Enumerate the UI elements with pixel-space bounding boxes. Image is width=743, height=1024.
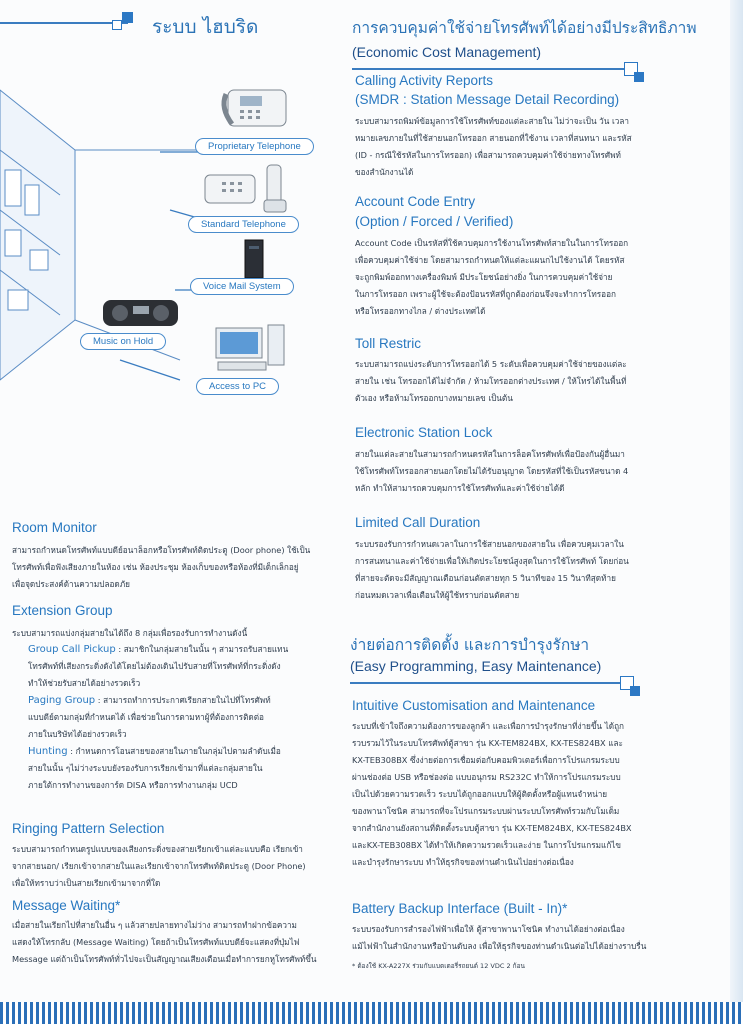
pc-icon: [216, 325, 284, 370]
label-standard-telephone: Standard Telephone: [188, 216, 299, 233]
easy-title-th: ง่ายต่อการติดตั้ง และการบำรุงรักษา: [350, 636, 590, 654]
right-edge-band: [730, 0, 743, 1002]
smdr-title: (SMDR : Station Message Detail Recording): [355, 92, 620, 107]
voice-mail-unit-icon: [245, 240, 263, 278]
cost-square-accent: [634, 72, 644, 82]
hunting-item: Hunting : กำหนดการโอนสายของสายในภายในกลุ่มไปตามลำดับเมื่อ: [28, 746, 281, 757]
title-square-accent: [122, 12, 133, 23]
room-monitor-title: Room Monitor: [12, 520, 97, 535]
standard-telephone-icon: [205, 165, 286, 212]
customisation-title: Intuitive Customisation and Maintenance: [352, 698, 596, 713]
left-title-rule: [0, 22, 128, 24]
easy-title-rule: [350, 682, 630, 684]
easy-title-en: (Easy Programming, Easy Maintenance): [350, 658, 602, 674]
message-waiting-text: เมื่อสายในเรียกไปที่สายในอื่น ๆ แล้วสายปลายทางไม่ว่าง สามารถทำฝากข้อความ แสดงให้โทรกลับ (Message Waiting) โดยถ้าเป็นโทรศัพท์แบบดีย์จะแสดงที่ปุ่มไฟ Message แต่ถ้าเป็นโทรศัพท์ทั่วไปจะเป็นสัญญาณเสียงเตือนเมื่อทำการยกหูโทรศัพท์ขึ้น: [12, 920, 317, 964]
limited-call-title: Limited Call Duration: [355, 515, 481, 530]
cost-title-rule: [352, 68, 636, 70]
label-access-to-pc: Access to PC: [196, 378, 279, 395]
battery-backup-title: Battery Backup Interface (Built - In)*: [352, 901, 568, 916]
customisation-text: ระบบที่เข้าใจถึงความต้องการของลูกค้า และเพื่อการบำรุงรักษาที่ง่ายขึ้น ได้ถูก รวบรวมไว้ในระบบโทรศัพท์ตู้สาขา รุ่น KX-TEM824BX, KX-TES824BX และ KX-TEB308BX ซึ่งง่ายต่อการเชื่อมต่อกับคอมพิวเตอร์เพื่อการโปรแกรมระบบ ผ่านช่องต่อ USB หรือช่องต่อ แบบอนุกรม RS232C ทำให้การโปรแกรมระบบ เป็นไปด้วยความรวดเร็ว ระบบได้ถูกออกแบบให้ผู้ติดตั้งหรือผู้แทนจำหน่าย ของพานาโซนิค สามารถที่จะโปรแกรมระบบผ่านระบบโทรศัพท์รวมกับโมเด็ม จากสำนักงานยังสถานที่ติดตั้งระบบตู้สาขา รุ่น KX-TEM824BX, KX-TES824BX และKX-TEB308BX ได้ทำให้เกิดความรวดเร็วและง่าย ในการโปรแกรมแก้ไข และบำรุงรักษาระบบ ทำให้ธุรกิจของท่านดำเนินไปอย่างต่อเนื่อง: [352, 721, 632, 867]
battery-backup-text: ระบบรองรับการสำรองไฟฟ้าเพื่อให้ ตู้สาขาพานาโซนิค ทำงานได้อย่างต่อเนื่อง แม้ไฟฟ้าในสำนักงานหรือบ้านดับลง เพื่อให้ธุรกิจของท่านดำเนินต่อไปได้อย่างราบรื่น: [352, 924, 647, 951]
label-proprietary-telephone: Proprietary Telephone: [195, 138, 314, 155]
message-waiting-title: Message Waiting*: [12, 898, 121, 913]
extension-group-title: Extension Group: [12, 603, 113, 618]
calling-reports-title: Calling Activity Reports: [355, 73, 494, 88]
system-diagram: [0, 60, 330, 480]
label-music-on-hold: Music on Hold: [80, 333, 166, 350]
station-lock-title: Electronic Station Lock: [355, 425, 493, 440]
room-monitor-text: สามารถกำหนดโทรศัพท์แบบดีย์อนาล็อกหรือโทรศัพท์ติดประตู (Door phone) ใช้เป็น โทรศัพท์เพื่อฟังเสียงภายในห้อง เช่น ห้องประชุม ห้องเก็บของหรือห้องที่มีเด็กเล็กอยู่ เพื่อจุดประสงค์ด้านความปลอดภัย: [12, 545, 311, 589]
easy-square-accent: [630, 686, 640, 696]
boombox-icon: [103, 300, 178, 326]
ringing-pattern-title: Ringing Pattern Selection: [12, 821, 165, 836]
extension-group-list: Group Call Pickup : สมาชิกในกลุ่มสายในนั้น ๆ สามารถรับสายแทน โทรศัพท์ที่เสียงกระดิ่งดังได้โดยไม่ต้องเดินไปรับสายที่โทรศัพท์ที่กระดิ่งดัง ทำให้ช่วยรับสายได้อย่างรวดเร็ว Paging Group : สามารถทำการประกาศเรียกสายในไปที่โทรศัพท์ แบบดีย์ตามกลุ่มที่กำหนดได้ เพื่อช่วยในการตามหาผู้ที่ต้องการติดต่อ ภายในบริษัทได้อย่างรวดเร็ว Hunting : กำหนดการโอนสายของสายในภายในกลุ่มไปตามลำดับเมื่อ สายในนั้น ๆไม่ว่างระบบยังรองรับการเรียกเข้ามาที่แต่ละกลุ่มสายใน ภายใต้การทำงานของการ์ด DISA หรือการทำงานกลุ่ม UCD: [28, 641, 336, 794]
account-code-text: Account Code เป็นรหัสที่ใช้ควบคุมการใช้งานโทรศัพท์สายในในการโทรออก เพื่อควบคุมค่าใช้จ่าย โดยสามารถกำหนดให้แต่ละแผนกไปใช้งานได้ โดยรหัส จะถูกพิมพ์ออกทางเครื่องพิมพ์ มีประโยชน์อย่างยิ่ง ในการควบคุมค่าใช้จ่าย ในการโทรออก เพราะผู้ใช้จะต้องป้อนรหัสที่ถูกต้องก่อนจึงจะทำการโทรออก หรือโทรออกทางไกล / ต่างประเทศได้: [355, 238, 629, 316]
toll-restric-text: ระบบสามารถแบ่งระดับการโทรออกได้ 5 ระดับเพื่อควบคุมค่าใช้จ่ายของแต่ละ สายใน เช่น โทรออกได้ไม่จำกัด / ห้ามโทรออกต่างประเทศ / ให้โทรได้ในพื้นที่ ตัวเอง หรือห้ามโทรออกบางหมายเลข เป็นต้น: [355, 359, 627, 403]
proprietary-telephone-icon: [224, 90, 286, 126]
label-voice-mail-system: Voice Mail System: [190, 278, 294, 295]
extension-group-intro: ระบบสามารถแบ่งกลุ่มสายในได้ถึง 8 กลุ่มเพื่อรองรับการทำงานดังนี้: [12, 628, 248, 638]
title-square: [112, 20, 122, 30]
toll-restric-title: Toll Restric: [355, 336, 422, 351]
calling-reports-text: ระบบสามารถพิมพ์ข้อมูลการใช้โทรศัพท์ของแต่ละสายใน ไม่ว่าจะเป็น วัน เวลา หมายเลขภายในที่ใช้สายนอกโทรออก สายนอกที่ใช้งาน เวลาที่สนทนา และรหัส (ID - กรณีใช้รหัสในการโทรออก) เพื่อสามารถควบคุมค่าใช้จ่ายทางโทรศัพท์ ของสำนักงานได้: [355, 116, 632, 177]
account-code-subtitle: (Option / Forced / Verified): [355, 214, 514, 229]
bottom-stripe: [0, 1002, 743, 1024]
cost-title-th: การควบคุมค่าใช้จ่ายโทรศัพท์ได้อย่างมีประสิทธิภาพ: [352, 19, 697, 37]
paging-group-item: Paging Group : สามารถทำการประกาศเรียกสายในไปที่โทรศัพท์: [28, 695, 271, 706]
station-lock-text: สายในแต่ละสายในสามารถกำหนดรหัสในการล็อคโทรศัพท์เพื่อป้องกันผู้อื่นมา ใช้โทรศัพท์โทรออกสายนอกโดยไม่ได้รับอนุญาต โดยรหัสที่ใช้เป็นรหัสขนาด 4 หลัก ทำให้สามารถควบคุมการใช้โทรศัพท์และค่าใช้จ่ายได้ดี: [355, 449, 629, 493]
limited-call-text: ระบบรองรับการกำหนดเวลาในการใช้สายนอกของสายใน เพื่อควบคุมเวลาใน การสนทนาและค่าใช้จ่ายเพื่อให้เกิดประโยชน์สูงสุดในการใช้โทรศัพท์ โดยก่อน ที่สายจะตัดจะมีสัญญาณเตือนก่อนตัดสายทุก 5 วินาทีของ 15 วินาทีสุดท้าย ก่อนหมดเวลาเพื่อเตือนให้ผู้ใช้ทราบก่อนตัดสาย: [355, 539, 629, 600]
cost-title-en: (Economic Cost Management): [352, 44, 542, 60]
battery-footnote: * ต้องใช้ KX-A227X ร่วมกับแบตเตอรี่รถยนต์ 12 VDC 2 ก้อน: [352, 962, 525, 970]
account-code-title: Account Code Entry: [355, 194, 476, 209]
ringing-pattern-text: ระบบสามารถกำหนดรูปแบบของเสียงกระดิ่งของสายเรียกเข้าแต่ละแบบคือ เรียกเข้า จากสายนอก/ เรียกเข้าจากสายในและเรียกเข้าจากโทรศัพท์ติดประตู (Door Phone) เพื่อให้ทราบว่าเป็นสายเรียกเข้ามาจากที่ใด: [12, 844, 306, 888]
left-section-title: ระบบ ไฮบริด: [152, 16, 259, 38]
group-call-pickup-item: Group Call Pickup : สมาชิกในกลุ่มสายในนั้น ๆ สามารถรับสายแทน: [28, 644, 289, 655]
